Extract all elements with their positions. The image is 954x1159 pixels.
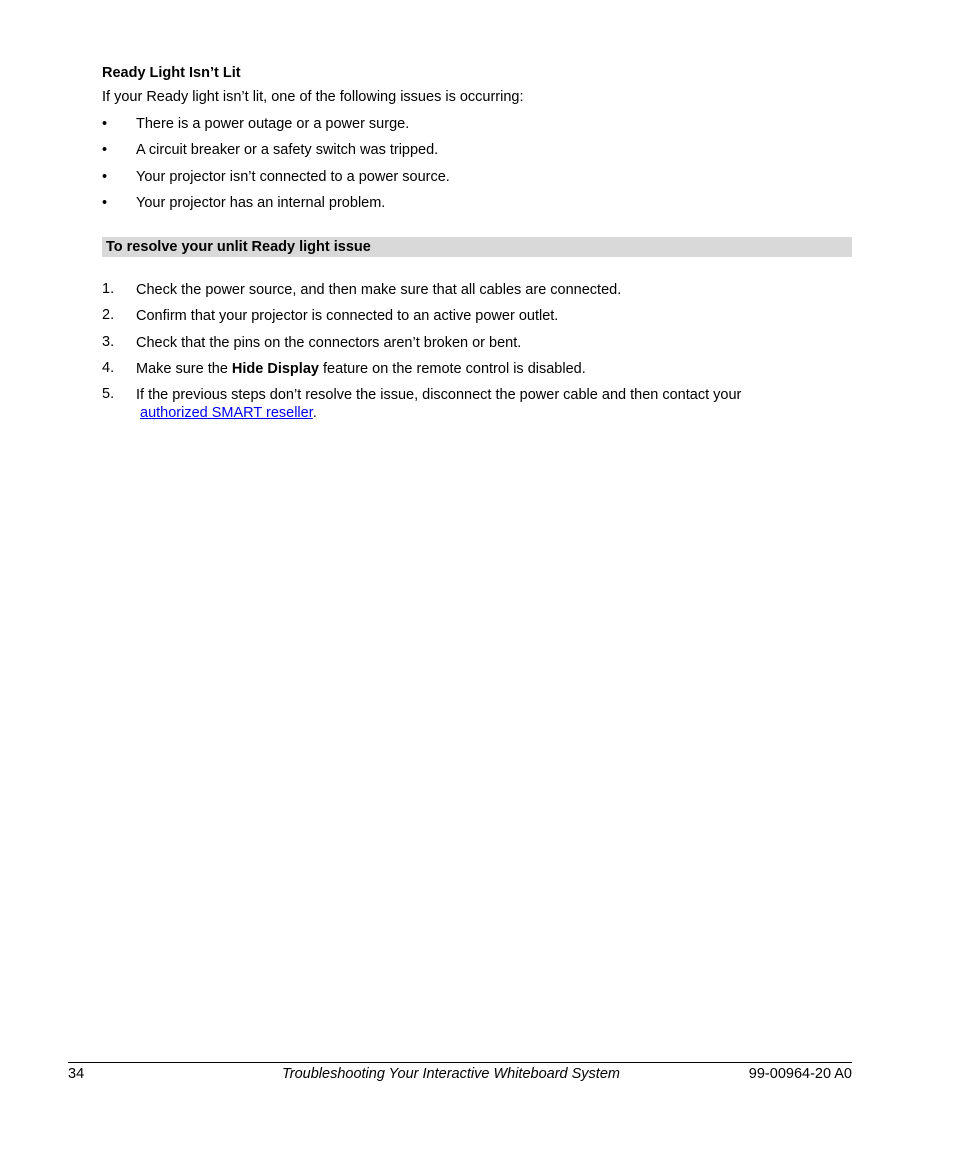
- step-text-post: feature on the remote control is disabled.: [318, 360, 586, 377]
- step-number: 2.: [102, 307, 115, 324]
- hide-display-label: Hide Display: [231, 360, 319, 377]
- list-item: [102, 116, 852, 142]
- list-item-text: Your projector isn’t connected to a power source.: [136, 168, 450, 185]
- step-text-main: If the previous steps don’t resolve the issue, disconnect the power cable and then contact your: [136, 387, 742, 404]
- section-title: Ready Light Isn’t Lit: [102, 65, 241, 81]
- step-item: [102, 307, 852, 333]
- step-number: 3.: [102, 333, 115, 350]
- step-text: Check the power source, and then make sure that all cables are connected.: [136, 282, 622, 298]
- link-line: [136, 404, 836, 422]
- step-item: [102, 386, 852, 432]
- procedure-title: To resolve your unlit Ready light issue: [106, 239, 371, 255]
- footer-title: Troubleshooting Your Interactive Whiteboard System: [282, 1066, 620, 1082]
- list-item: [102, 195, 852, 221]
- bullet-icon: •: [102, 116, 108, 132]
- step-number: 5.: [102, 386, 115, 403]
- step-text: Confirm that your projector is connected to an active power outlet.: [136, 308, 559, 325]
- step-item: [102, 360, 852, 386]
- step-number: 1.: [102, 281, 115, 297]
- intro-text: If your Ready light isn’t lit, one of the following issues is occurring:: [102, 89, 524, 105]
- step-text: [136, 386, 836, 422]
- bullet-icon: •: [102, 194, 108, 211]
- step-text: Check that the pins on the connectors aren’t broken or bent.: [136, 334, 522, 351]
- bullet-icon: •: [102, 142, 108, 159]
- procedure-steps: [102, 281, 852, 432]
- authorized-reseller-link[interactable]: authorized SMART reseller: [140, 405, 313, 422]
- step-text: [136, 360, 836, 378]
- step-text-post: .: [312, 405, 317, 422]
- list-item-text: A circuit breaker or a safety switch was tripped.: [136, 142, 439, 159]
- list-item-text: Your projector has an internal problem.: [136, 194, 386, 211]
- step-item: [102, 281, 852, 307]
- list-item: [102, 169, 852, 195]
- list-item-text: There is a power outage or a power surge.: [136, 116, 410, 132]
- procedure-heading-bar: [102, 237, 852, 257]
- document-number: 99-00964-20 A0: [748, 1066, 852, 1082]
- page-number: 34: [68, 1066, 85, 1082]
- cause-list: [102, 116, 852, 221]
- footer-divider: [68, 1062, 852, 1063]
- list-item: [102, 142, 852, 168]
- step-text-pre: Make sure the: [136, 360, 232, 377]
- bullet-icon: •: [102, 168, 108, 185]
- step-item: [102, 334, 852, 360]
- step-number: 4.: [102, 359, 115, 376]
